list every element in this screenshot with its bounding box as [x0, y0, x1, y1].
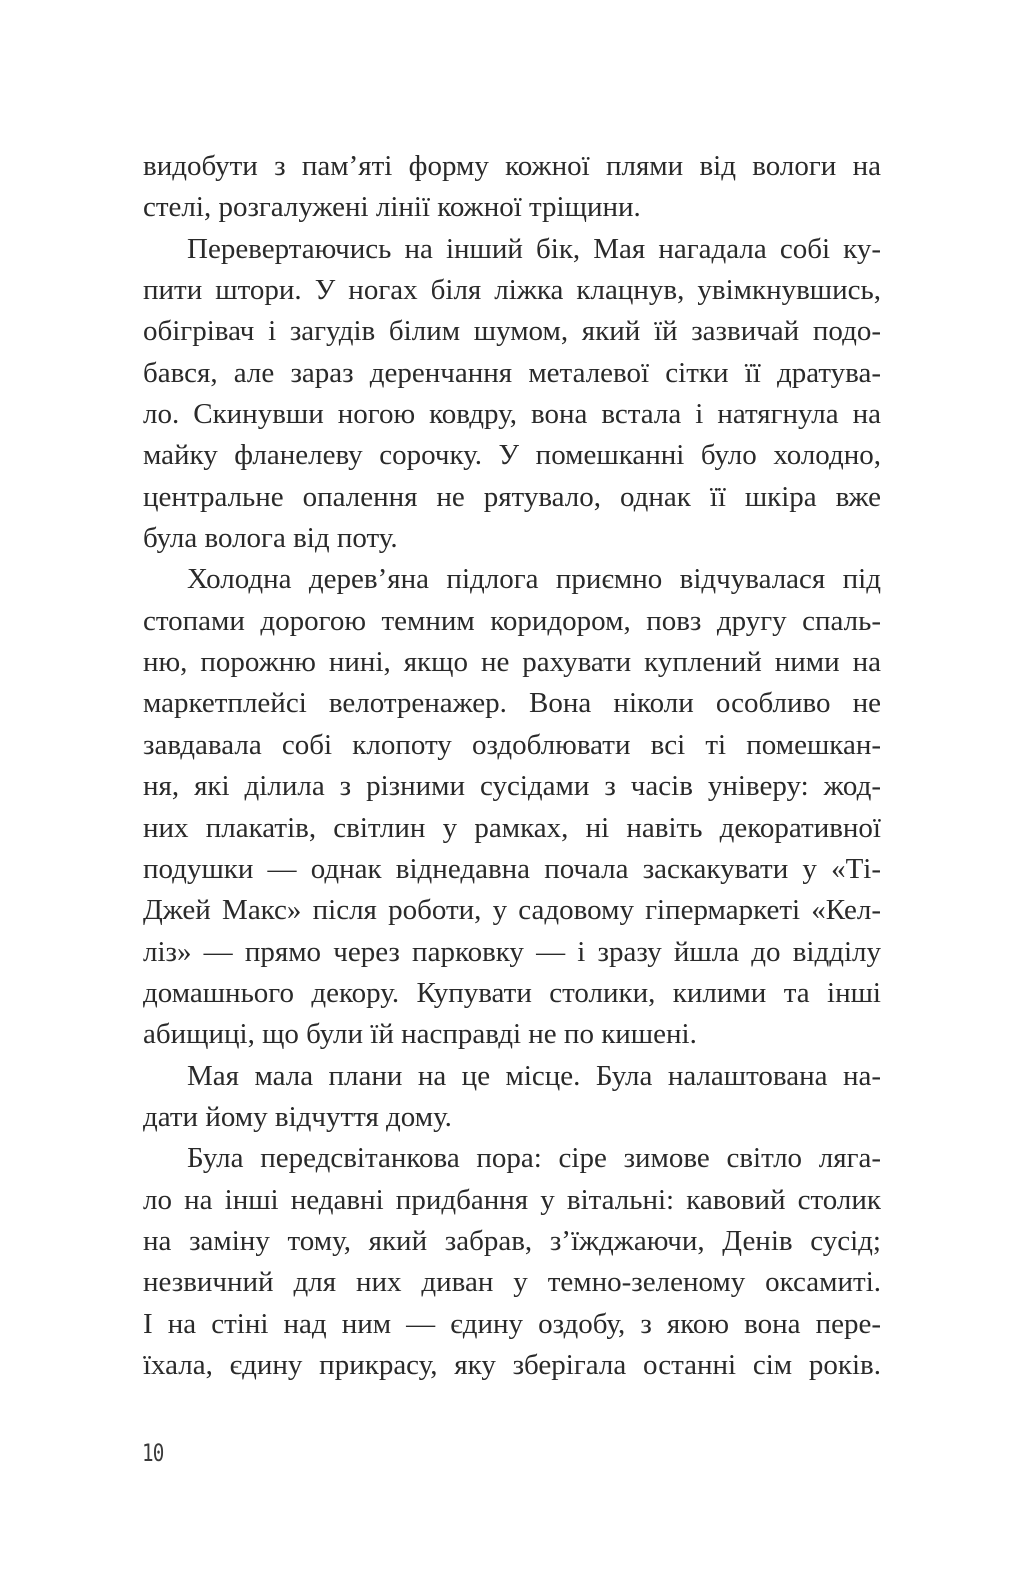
text-line: домашнього декору. Купувати столики, килими та інші	[143, 976, 881, 1009]
text-line: ліз» — прямо через парковку — і зразу йшла до відділу	[143, 935, 881, 968]
text-line: них плакатів, світлин у рамках, ні навіть декоративної	[143, 811, 881, 844]
text-line: центральне опалення не рятувало, однак її шкіра вже	[143, 480, 881, 513]
text-line: абищиці, що були їй насправді не по кишені.	[143, 1018, 697, 1051]
text-line: майку фланелеву сорочку. У помешканні було холодно,	[143, 439, 881, 472]
text-line: Холодна дерев’яна підлога приємно відчувалася під	[187, 563, 881, 596]
text-line: стопами дорогою темним коридором, повз другу спаль-	[143, 604, 881, 637]
text-line: бався, але зараз деренчання металевої сітки її дратува-	[143, 356, 881, 389]
text-line: маркетплейсі велотренажер. Вона ніколи особливо не	[143, 687, 881, 720]
text-line: дати йому відчуття дому.	[143, 1100, 452, 1133]
text-line: І на стіні над ним — єдину оздобу, з якою вона пере-	[143, 1307, 881, 1340]
text-line: подушки — однак віднедавна почала заскакувати у «Ті-	[143, 852, 881, 885]
text-line: стелі, розгалужені лінії кожної тріщини.	[143, 191, 641, 224]
text-line: обігрівач і загудів білим шумом, який їй зазвичай подо-	[143, 315, 881, 348]
text-line: ло на інші недавні придбання у вітальні: кавовий столик	[143, 1183, 881, 1216]
text-line: ня, які ділила з різними сусідами з часів універу: жод-	[143, 770, 881, 803]
text-line: пити штори. У ногах біля ліжка клацнув, увімкнувшись,	[143, 274, 881, 307]
text-line: незвичний для них диван у темно-зеленому оксамиті.	[143, 1266, 881, 1299]
text-line: їхала, єдину прикрасу, яку зберігала останні сім років.	[143, 1348, 881, 1381]
text-line: ло. Скинувши ногою ковдру, вона встала і натягнула на	[143, 398, 881, 431]
page-number: 10	[142, 1439, 164, 1467]
text-line: завдавала собі клопоту оздоблювати всі ті помешкан-	[143, 728, 881, 761]
text-line: видобути з пам’яті форму кожної плями від вологи на	[143, 150, 881, 182]
text-line: Була передсвітанкова пора: сіре зимове світло ляга-	[187, 1142, 881, 1175]
text-line: Перевертаючись на інший бік, Мая нагадала собі ку-	[187, 232, 881, 265]
text-line: на заміну тому, який забрав, з’їжджаючи, Денів сусід;	[143, 1224, 881, 1257]
text-line: Мая мала плани на це місце. Була налаштована на-	[187, 1059, 881, 1092]
text-line: Джей Макс» після роботи, у садовому гіпермаркеті «Кел-	[143, 894, 881, 927]
body-text	[143, 146, 881, 1386]
text-line: ню, порожню нині, якщо не рахувати куплений ними на	[143, 646, 881, 679]
text-line: була волога від поту.	[143, 522, 398, 555]
